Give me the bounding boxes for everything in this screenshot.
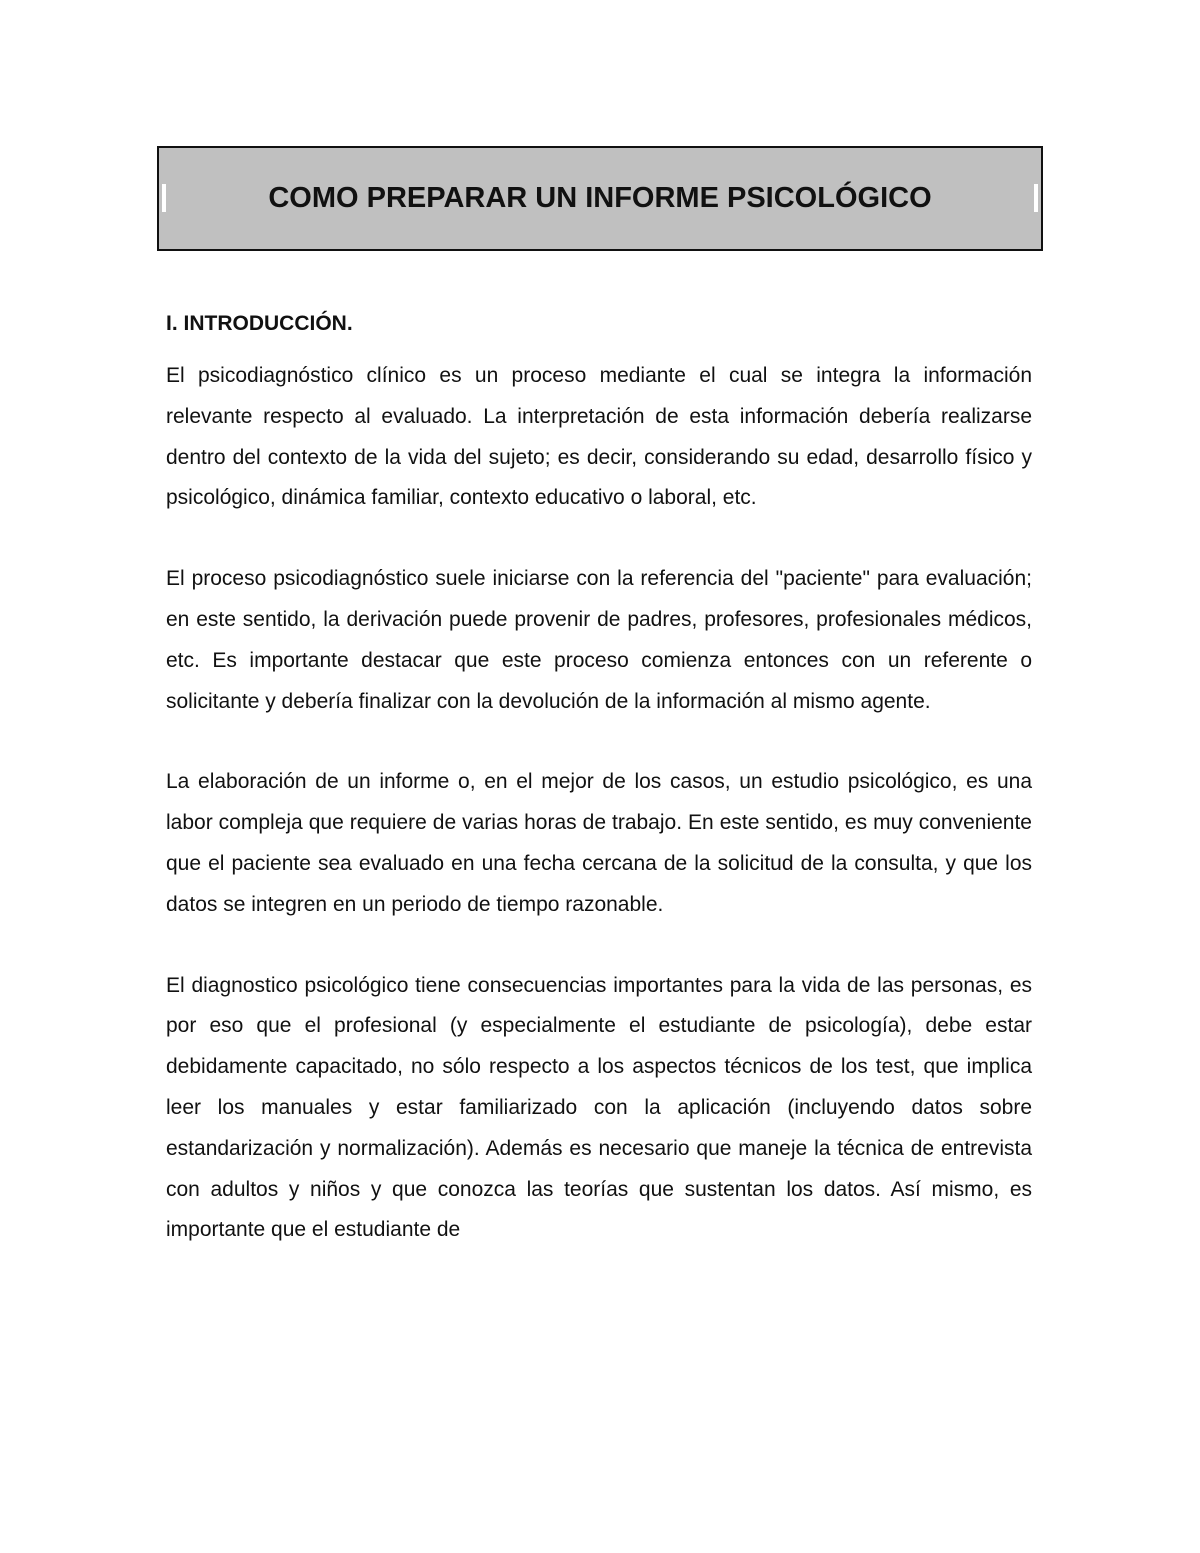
paragraph-4: El diagnostico psicológico tiene consecuencias importantes para la vida de las personas, es por eso que el profesional (y especialmente el estudiante de psicología), debe estar debidamente capacitado, no sólo respecto a los aspectos técnicos de los test, que implica leer los manuales y estar familiarizado con la aplicación (incluyendo datos sobre estandarización y normalización). Además es necesario que maneje la técnica de entrevista con adultos y niños y que conozca las teorías que sustentan los datos. Así mismo, es importante que el estudiante de — [166, 973, 1032, 1242]
title-box-left-marker — [162, 184, 166, 212]
paragraph-2: El proceso psicodiagnóstico suele iniciarse con la referencia del "paciente" para evaluación; en este sentido, la derivación puede provenir de padres, profesores, profesionales médicos, etc. Es importante destacar que este proceso comienza entonces con un referente o solicitante y debería finalizar con la devolución de la información al mismo agente. — [166, 567, 1032, 713]
title-box-right-marker — [1034, 184, 1038, 212]
document-body — [166, 306, 1032, 1291]
paragraph-3: La elaboración de un informe o, en el mejor de los casos, un estudio psicológico, es una labor compleja que requiere de varias horas de trabajo. En este sentido, es muy conveniente que el paciente sea evaluado en una fecha cercana de la solicitud de la consulta, y que los datos se integren en un periodo de tiempo razonable. — [166, 770, 1032, 916]
document-title: COMO PREPARAR UN INFORME PSICOLÓGICO — [268, 182, 932, 214]
title-box — [157, 146, 1043, 251]
paragraph-1: El psicodiagnóstico clínico es un proceso mediante el cual se integra la información relevante respecto al evaluado. La interpretación de esta información debería realizarse dentro del contexto de la vida del sujeto; es decir, considerando su edad, desarrollo físico y psicológico, dinámica familiar, contexto educativo o laboral, etc. — [166, 364, 1032, 510]
section-heading: I. INTRODUCCIÓN. — [166, 312, 353, 335]
